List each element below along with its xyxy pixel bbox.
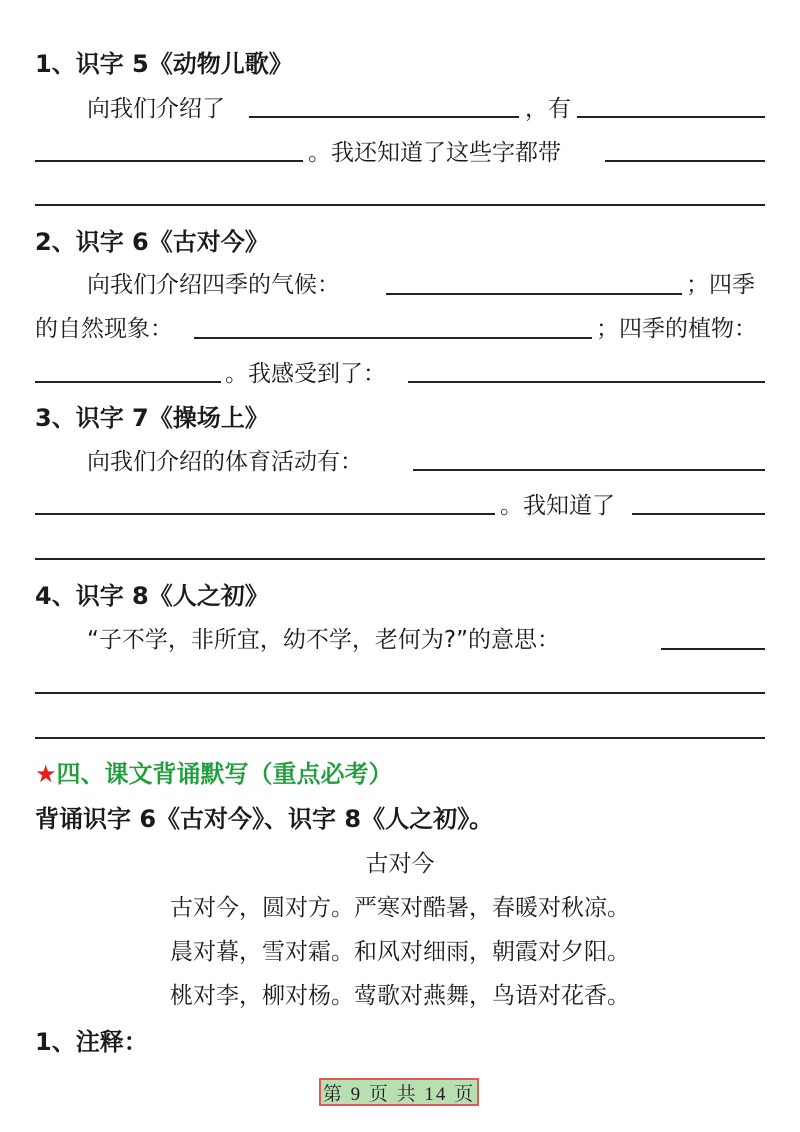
q2-line1-text-a: 向我们介绍四季的气候：	[87, 272, 340, 298]
q2-line3-text: 。我感受到了：	[225, 361, 386, 387]
q2-blank-4[interactable]	[408, 381, 765, 383]
q3-blank-4[interactable]	[35, 558, 765, 560]
q1-blank-5[interactable]	[35, 204, 765, 206]
q4-line1-text: “子不学，非所宜，幼不学，老何为?”的意思：	[87, 627, 561, 653]
q3-blank-3[interactable]	[632, 513, 765, 515]
q1-blank-1[interactable]	[249, 116, 519, 118]
q1-line1-text-b: ，有	[525, 96, 571, 122]
q2-line2-text-a: 的自然现象：	[35, 316, 173, 342]
q1-line1-text-a: 向我们介绍了	[87, 96, 225, 122]
poem-line-3: 桃对李，柳对杨。莺歌对燕舞，鸟语对花香。	[170, 983, 630, 1009]
q2-blank-2[interactable]	[194, 337, 592, 339]
q2-blank-3[interactable]	[35, 381, 221, 383]
poem-title: 古对今	[365, 851, 435, 877]
section-title	[35, 754, 393, 789]
q3-blank-2[interactable]	[35, 513, 495, 515]
q1-blank-3[interactable]	[35, 160, 303, 162]
q3-heading: 3、识字 7《操场上》	[35, 404, 269, 432]
q4-blank-1[interactable]	[661, 648, 765, 650]
section-subtitle: 背诵识字 6《古对今》、识字 8《人之初》。	[35, 805, 494, 833]
q4-heading: 4、识字 8《人之初》	[35, 582, 269, 610]
q2-blank-1[interactable]	[386, 293, 682, 295]
section-title-text: 四、课文背诵默写（重点必考）	[56, 760, 393, 788]
notes-heading: 1、注释：	[35, 1028, 148, 1056]
q1-line2-text: 。我还知道了这些字都带	[308, 140, 561, 166]
q2-heading: 2、识字 6《古对今》	[35, 228, 269, 256]
q2-line2-text-b: ；四季的植物：	[596, 316, 757, 342]
q2-line1-text-b: ；四季	[686, 272, 755, 298]
q4-blank-2[interactable]	[35, 692, 765, 694]
q1-heading: 1、识字 5《动物儿歌》	[35, 50, 293, 78]
star-icon: ★	[35, 760, 57, 788]
q1-blank-2[interactable]	[577, 116, 765, 118]
poem-line-2: 晨对暮，雪对霜。和风对细雨，朝霞对夕阳。	[170, 939, 630, 965]
q3-line2-text: 。我知道了	[500, 493, 615, 519]
q3-line1-text: 向我们介绍的体育活动有：	[87, 449, 363, 475]
q1-blank-4[interactable]	[605, 160, 765, 162]
poem-line-1: 古对今，圆对方。严寒对酷暑，春暖对秋凉。	[170, 895, 630, 921]
q3-blank-1[interactable]	[413, 469, 765, 471]
q4-blank-3[interactable]	[35, 737, 765, 739]
page-number-badge: 第 9 页 共 14 页	[319, 1078, 479, 1106]
